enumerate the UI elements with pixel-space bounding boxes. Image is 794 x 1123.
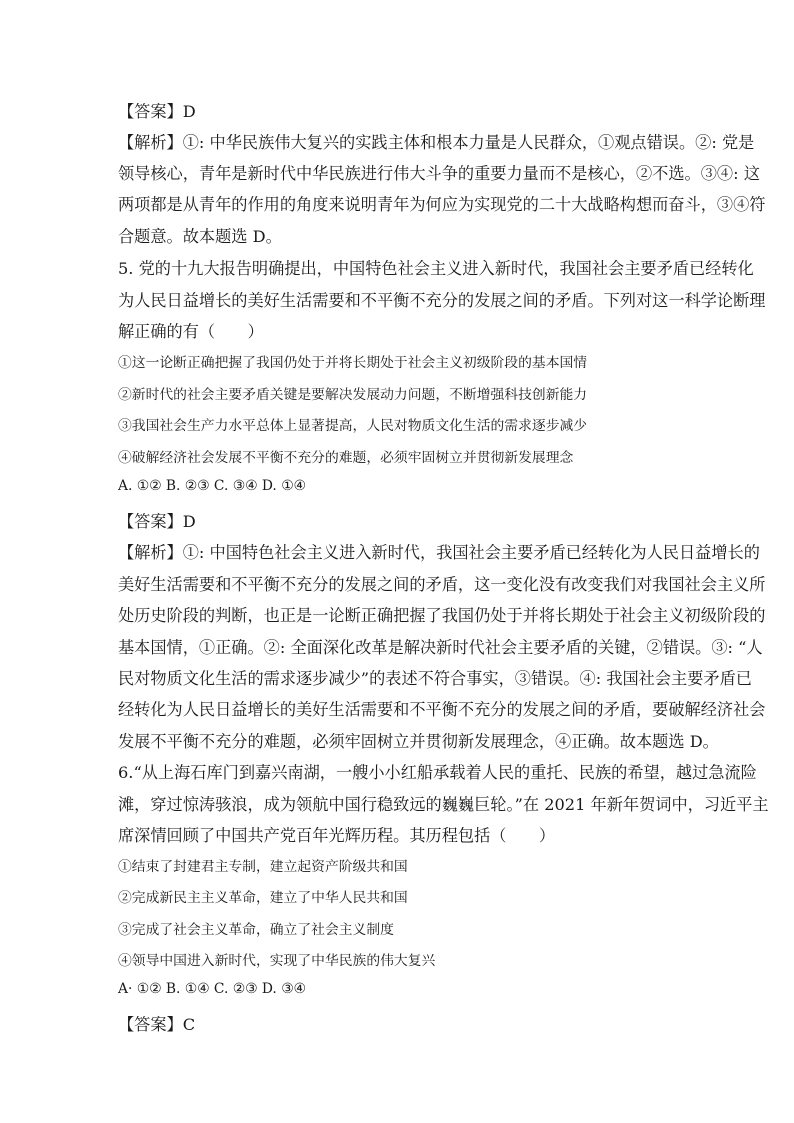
q6-stem-line: 席深情回顾了中国共产党百年光辉历程。其历程包括（ ） — [118, 826, 556, 845]
q5-stem-line: 解正确的有（ ） — [118, 322, 264, 341]
q5-stem-line: 5. 党的十九大报告明确提出，中国特色社会主义进入新时代，我国社会主要矛盾已经转化 — [118, 259, 754, 278]
q5-analysis-line: 发展不平衡不充分的难题，必须牢固树立并贯彻新发展理念，④正确。故本题选 D。 — [118, 732, 719, 751]
q5-choices: A. ①② B. ②③ C. ③④ D. ①④ — [118, 478, 306, 494]
q6-statement-1: ①结束了封建君主专制，建立起资产阶级共和国 — [118, 859, 408, 875]
q5-analysis-line: 民对物质文化生活的需求逐步减少”的表述不符合事实，③错误。④: 我国社会主要矛盾已 — [118, 669, 752, 688]
q5-answer: 【答案】D — [118, 512, 196, 531]
q6-answer: 【答案】C — [118, 1015, 196, 1034]
q5-statement-2: ②新时代的社会主要矛盾关键是要解决发展动力问题，不断增强科技创新能力 — [118, 387, 588, 403]
q5-analysis-line: 基本国情，①正确。②: 全面深化改革是解决新时代社会主要矛盾的关键，②错误。③: “人 — [118, 638, 763, 657]
q6-choices: A· ①② B. ①④ C. ②③ D. ③④ — [118, 981, 306, 997]
q6-statement-4: ④领导中国进入新时代，实现了中华民族的伟大复兴 — [118, 953, 436, 969]
q5-statement-3: ③我国社会生产力水平总体上显著提高，人民对物质文化生活的需求逐步减少 — [118, 418, 588, 434]
q6-statement-2: ②完成新民主主义革命，建立了中华人民共和国 — [118, 890, 408, 906]
q4-analysis-line: 【解析】①: 中华民族伟大复兴的实践主体和根本力量是人民群众，①观点错误。②: 党是 — [118, 133, 755, 152]
q6-stem-line: 6.“从上海石库门到嘉兴南湖，一艘小小红船承载着人民的重托、民族的希望，越过急流险 — [118, 763, 757, 782]
q5-stem-line: 为人民日益增长的美好生活需要和不平衡不充分的发展之间的矛盾。下列对这一科学论断理 — [118, 291, 766, 310]
q4-analysis-line: 领导核心，青年是新时代中华民族进行伟大斗争的重要力量而不是核心，②不选。③④: 这 — [118, 164, 760, 183]
q5-analysis-line: 【解析】①: 中国特色社会主义进入新时代，我国社会主要矛盾已经转化为人民日益增长的 — [118, 543, 760, 562]
q5-analysis-line: 经转化为人民日益增长的美好生活需要和不平衡不充分的发展之间的矛盾，要破解经济社会 — [118, 700, 766, 719]
q5-analysis-line: 处历史阶段的判断，也正是一论断正确把握了我国仍处于并将长期处于社会主义初级阶段的 — [118, 606, 766, 625]
q4-analysis-line: 两项都是从青年的作用的角度来说明青年为何应为实现党的二十大战略构想而奋斗，③④符 — [118, 195, 766, 214]
q6-stem-line: 滩，穿过惊涛骇浪，成为领航中国行稳致远的巍巍巨轮。”在 2021 年新年贺词中，习近平主 — [118, 795, 769, 814]
q5-analysis-line: 美好生活需要和不平衡不充分的发展之间的矛盾，这一变化没有改变我们对我国社会主义所 — [118, 575, 766, 594]
q6-statement-3: ③完成了社会主义革命，确立了社会主义制度 — [118, 922, 394, 938]
q5-statement-4: ④破解经济社会发展不平衡不充分的难题，必须牢固树立并贯彻新发展理念 — [118, 450, 574, 466]
q4-answer: 【答案】D — [118, 102, 196, 121]
q5-statement-1: ①这一论断正确把握了我国仍处于并将长期处于社会主义初级阶段的基本国情 — [118, 355, 588, 371]
q4-analysis-line: 合题意。故本题选 D。 — [118, 227, 282, 246]
